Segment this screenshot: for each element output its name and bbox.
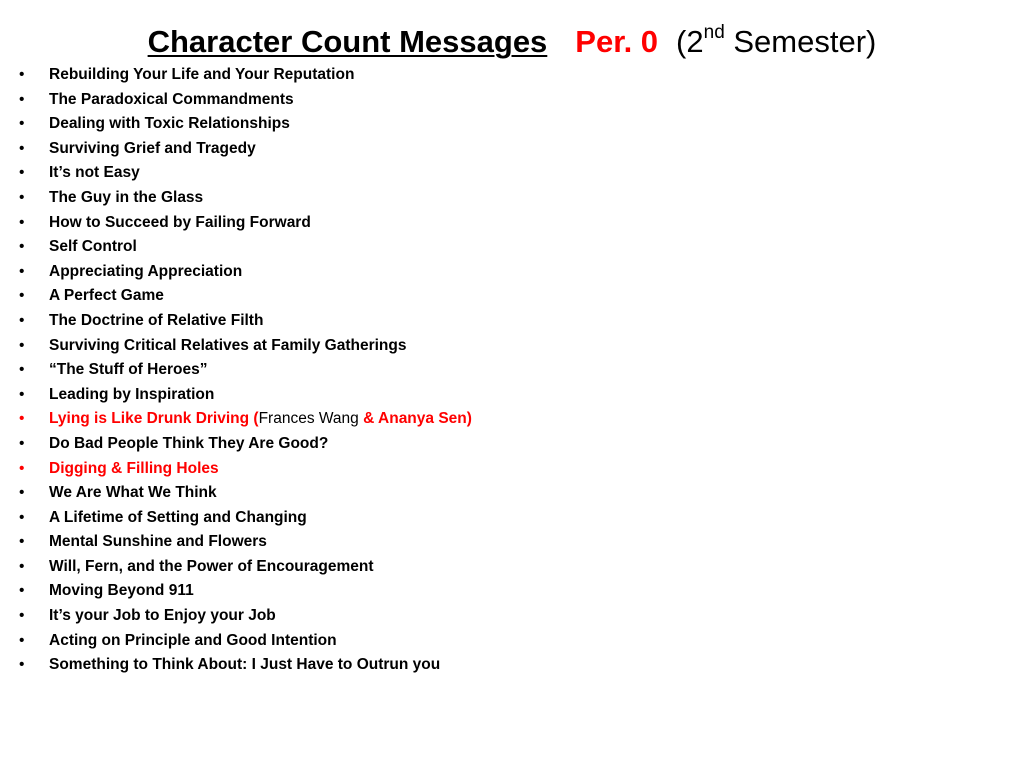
bullet-icon: • (19, 385, 25, 403)
list-item-label: Rebuilding Your Life and Your Reputation (49, 66, 355, 83)
semester-ordinal-suffix: nd (703, 21, 725, 43)
list-item-label: It’s your Job to Enjoy your Job (49, 607, 276, 625)
list-item-label: Something to Think About: I Just Have to Outrun you (49, 656, 441, 674)
bullet-icon: • (19, 90, 25, 108)
bullet-icon: • (19, 336, 25, 354)
bullet-icon: • (19, 484, 25, 502)
semester-label (676, 21, 877, 59)
bullet-icon: • (19, 139, 25, 157)
presenter-name-red: & Ananya Sen) (358, 410, 472, 428)
list-item-label: Moving Beyond 911 (49, 582, 194, 600)
bullet-icon: • (19, 631, 25, 649)
bullet-icon: • (19, 238, 25, 256)
bullet-icon: • (19, 582, 25, 600)
bullet-icon: • (19, 656, 25, 674)
bullet-icon: • (19, 115, 25, 133)
bullet-icon: • (19, 459, 25, 477)
semester-open: (2 (676, 24, 704, 59)
list-item-label: Mental Sunshine and Flowers (49, 533, 267, 551)
bullet-icon: • (19, 188, 25, 206)
list-item-label: How to Succeed by Failing Forward (49, 213, 311, 231)
list-item-label: The Doctrine of Relative Filth (49, 311, 264, 329)
page-title (0, 22, 1024, 62)
bullet-icon: • (19, 410, 25, 428)
bullet-icon: • (19, 262, 25, 280)
list-item-label: The Guy in the Glass (49, 188, 204, 206)
bullet-icon: • (19, 361, 25, 379)
bullet-icon: • (19, 164, 25, 182)
list-item-label: Digging & Filling Holes (49, 459, 219, 477)
bullet-icon: • (19, 66, 25, 83)
bullet-icon: • (19, 508, 25, 526)
period-label: Per. 0 (575, 24, 659, 59)
list-item-label: Acting on Principle and Good Intention (49, 631, 337, 649)
list-item-label: The Paradoxical Commandments (49, 90, 294, 108)
presenter-name: Frances Wang (258, 410, 359, 428)
list-item-label: Leading by Inspiration (49, 385, 215, 403)
title-text: Character Count Messages (147, 24, 548, 59)
bullet-icon: • (19, 607, 25, 625)
list-item-label: Dealing with Toxic Relationships (49, 115, 290, 133)
bullet-icon: • (19, 557, 25, 575)
list-item-label: Do Bad People Think They Are Good? (49, 434, 329, 452)
list-item-label: We Are What We Think (49, 484, 217, 502)
list-item-label: Will, Fern, and the Power of Encouragement (49, 557, 374, 575)
list-item-label: Surviving Critical Relatives at Family Gatherings (49, 336, 407, 354)
bullet-icon: • (19, 533, 25, 551)
bullet-icon: • (19, 434, 25, 452)
list-item-label: A Lifetime of Setting and Changing (49, 508, 307, 526)
bullet-icon: • (19, 311, 25, 329)
semester-close: Semester) (724, 24, 877, 59)
list-item-label: It’s not Easy (49, 164, 140, 182)
list-item-label: Appreciating Appreciation (49, 262, 243, 280)
list-item-label: Self Control (49, 238, 137, 256)
list-item-label: A Perfect Game (49, 287, 164, 305)
list-item-label: “The Stuff of Heroes” (49, 361, 208, 379)
list-item-label (49, 407, 472, 432)
bullet-icon: • (19, 213, 25, 231)
list-item-label: Surviving Grief and Tragedy (49, 139, 256, 157)
bullet-icon: • (19, 287, 25, 305)
list-item-title-red: Lying is Like Drunk Driving ( (49, 410, 259, 428)
